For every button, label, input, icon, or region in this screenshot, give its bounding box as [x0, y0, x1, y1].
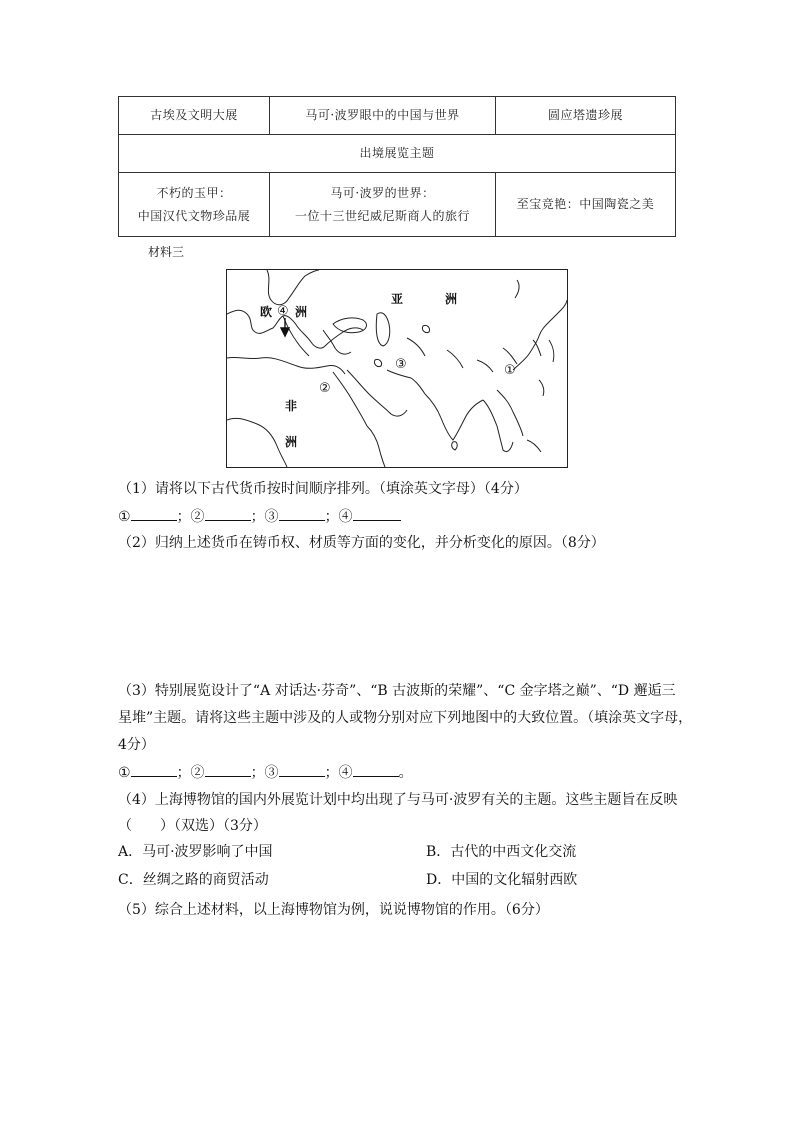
north-africa-coast [227, 357, 345, 374]
japan-coast [515, 280, 554, 362]
answer-blank[interactable] [131, 762, 177, 777]
table-row [119, 173, 676, 237]
table-row [119, 135, 676, 173]
label-asia-2: 洲 [445, 292, 458, 306]
river-lines [407, 338, 517, 372]
map-svg [227, 270, 567, 467]
cell-line: 不朽的玉甲： [156, 185, 232, 200]
marker-2-label: ；② [176, 765, 205, 781]
answer-blank[interactable] [131, 506, 177, 521]
label-europe-1: 欧 [260, 305, 273, 319]
table-cell-heading: 出境展览主题 [119, 135, 676, 173]
marker-2-label: ；② [176, 509, 205, 525]
answer-blank[interactable] [205, 506, 251, 521]
answer-blank[interactable] [279, 762, 325, 777]
answer-blank[interactable] [205, 762, 251, 777]
answer-blank[interactable] [279, 506, 325, 521]
label-asia-1: 亚 [391, 292, 404, 306]
cell-line: 中国汉代文物珍品展 [137, 208, 251, 223]
persian-gulf [387, 370, 425, 394]
outline-map [226, 269, 568, 468]
table-row [119, 97, 676, 135]
question-2: （2）归纳上述货币在铸币权、材质等方面的变化，并分析变化的原因。（8分） [118, 535, 605, 551]
option-b[interactable]: B．古代的中西文化交流 [426, 844, 577, 860]
sri-lanka [452, 442, 457, 450]
marker-1-label: ① [118, 509, 131, 525]
africa-west [227, 418, 287, 467]
balkan-coast [323, 330, 351, 354]
korea-coast [533, 340, 541, 356]
question-4-line-2: （ ）（双选）（3分） [118, 818, 267, 834]
marker-1: ① [504, 363, 516, 378]
option-c[interactable]: C．丝绸之路的商贸活动 [118, 872, 269, 888]
table-cell [496, 173, 676, 237]
marker-3-label: ；③ [250, 509, 279, 525]
answer-blank[interactable] [353, 762, 399, 777]
question-3-line-3: 4分） [118, 737, 155, 753]
inland-water [374, 359, 381, 366]
africa-east-coast [367, 426, 385, 467]
marker-3-label: ；③ [250, 765, 279, 781]
scandinavia-coast [267, 270, 319, 305]
table-cell: 圆应塔遗珍展 [496, 97, 676, 135]
islands [527, 380, 544, 452]
option-d[interactable]: D．中国的文化辐射西欧 [426, 872, 578, 888]
label-africa-2: 洲 [285, 435, 298, 449]
arabia-coast [347, 370, 407, 416]
question-1: （1）请将以下古代货币按时间顺序排列。（填涂英文字母）（4分） [118, 481, 528, 497]
marker-4-label: ；④ [324, 509, 353, 525]
marker-4: ④ [277, 304, 289, 319]
table-cell [270, 173, 496, 237]
table-cell: 古埃及文明大展 [119, 97, 270, 135]
italy-coast [283, 316, 309, 356]
red-sea-coast [333, 372, 367, 426]
black-sea [333, 318, 366, 333]
exhibition-table [118, 96, 676, 237]
question-3-line-1: （3）特别展览设计了“A 对话达·芬奇”、“B 古波斯的荣耀”、“C 金字塔之巅”、“D 邂逅三 [118, 683, 676, 699]
se-asia-coast [483, 400, 513, 452]
lake [422, 325, 429, 332]
china-coast [513, 300, 567, 370]
question-5: （5）综合上述材料，以上海博物馆为例，说说博物馆的作用。（6分） [118, 902, 549, 918]
label-africa-1: 非 [285, 399, 298, 413]
marker-1-label: ① [118, 765, 131, 781]
answer-blank[interactable] [353, 506, 401, 521]
line-end: 。 [398, 765, 413, 781]
table-cell [119, 173, 270, 237]
caspian-sea [376, 313, 390, 346]
marker-4-label: ；④ [324, 765, 353, 781]
question-3-line-2: 星堆”主题。请将这些主题中涉及的人或物分别对应下列地图中的大致位置。（填涂英文字母， [118, 710, 693, 726]
marker-3: ③ [395, 357, 407, 372]
cell-line: 一位十三世纪威尼斯商人的旅行 [294, 208, 470, 223]
question-3-answer-line [118, 760, 413, 786]
table-cell: 马可·波罗眼中的中国与世界 [270, 97, 496, 135]
indochina [497, 390, 523, 436]
india-coast [425, 394, 483, 440]
cell-line: 至宝竞艳：中国陶瓷之美 [516, 197, 655, 212]
cell-line: 马可·波罗的世界： [330, 185, 435, 200]
label-europe-2: 洲 [295, 305, 308, 319]
material-label: 材料三 [148, 245, 185, 259]
marker-2: ② [319, 381, 331, 396]
question-1-answer-line [118, 504, 401, 530]
question-4-line-1: （4）上海博物馆的国内外展览计划中均出现了与马可·波罗有关的主题。这些主题旨在反映 [118, 792, 678, 808]
option-a[interactable]: A．马可·波罗影响了中国 [118, 844, 273, 860]
